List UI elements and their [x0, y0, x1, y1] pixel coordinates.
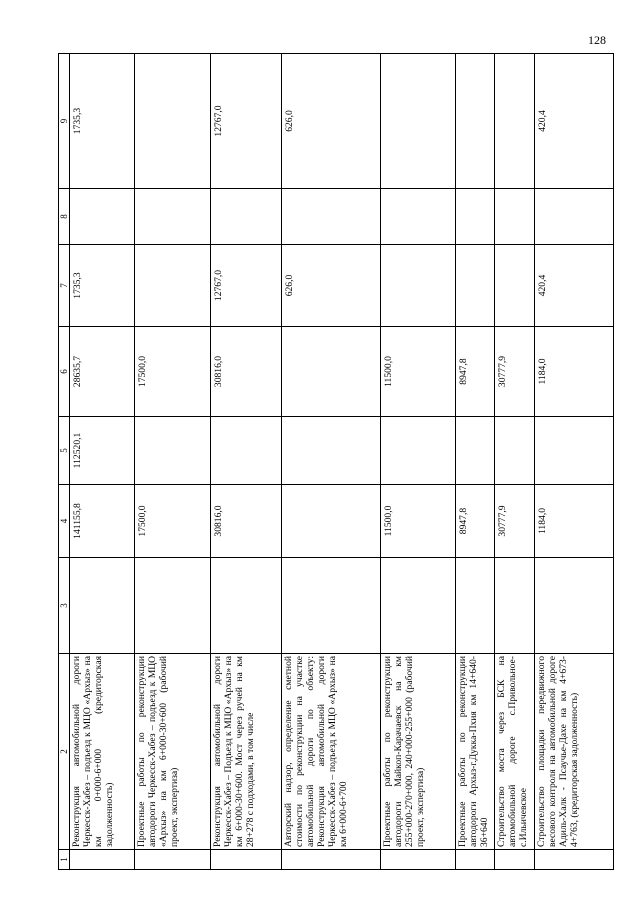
rotated-table-wrapper [58, 54, 614, 870]
table-row [381, 54, 456, 870]
table-row [456, 54, 495, 870]
cell-col5: 112520,1 [70, 417, 135, 485]
cell-description: Авторский надзор, определение сметной стоимости по реконструкции на участке автомобильной дороги по объекту: Реконструкция автомобильной дороги Черкесск-Хабез – подъезд к МЦО «Архыз» на км 6+000-6+700 [281, 654, 380, 850]
cell-col5 [134, 417, 210, 485]
cell-col7: 626,0 [281, 245, 380, 327]
cell-col3 [494, 558, 534, 654]
budget-table [58, 53, 614, 870]
cell-col6: 8947,8 [456, 327, 495, 417]
col-header-2: 2 [59, 654, 70, 850]
cell-col8 [134, 189, 210, 245]
cell-col4: 30777,9 [494, 485, 534, 558]
table-row [534, 54, 613, 870]
cell-col1 [70, 850, 135, 870]
cell-col9 [456, 54, 495, 189]
col-header-8: 8 [59, 189, 70, 245]
cell-col1 [381, 850, 456, 870]
col-header-7: 7 [59, 245, 70, 327]
table-row [281, 54, 380, 870]
col-header-6: 6 [59, 327, 70, 417]
cell-col4: 1184,0 [534, 485, 613, 558]
cell-col4: 11500,0 [381, 485, 456, 558]
cell-col3 [381, 558, 456, 654]
cell-description: Проектные работы по реконструкции автодороги Майкоп-Карачаевск на км 255+000-270+000, 240+000-255+000 (рабочий проект, экспертиза) [381, 654, 456, 850]
table-row [210, 54, 281, 870]
cell-col7 [456, 245, 495, 327]
table-row [134, 54, 210, 870]
col-header-9: 9 [59, 54, 70, 189]
cell-col9 [381, 54, 456, 189]
cell-col8 [210, 189, 281, 245]
col-header-1: 1 [59, 850, 70, 870]
cell-col4: 17500,0 [134, 485, 210, 558]
page-number: 128 [588, 33, 606, 47]
cell-col6: 30816,0 [210, 327, 281, 417]
cell-col8 [281, 189, 380, 245]
cell-col8 [494, 189, 534, 245]
table-row [70, 54, 135, 870]
cell-col7: 12767,0 [210, 245, 281, 327]
cell-col5 [534, 417, 613, 485]
cell-description: Реконструкция автомобильной дороги Черкесск-Хабез – подъезд к МЦО «Архыз» на км 0+000-6+000 (кредиторская задолженность) [70, 654, 135, 850]
cell-description: Строительство моста через БСК на автомобильной дороге с.Привольное-с.Ильичевское [494, 654, 534, 850]
cell-col3 [281, 558, 380, 654]
cell-col9: 626,0 [281, 54, 380, 189]
cell-col7 [134, 245, 210, 327]
cell-col6: 17500,0 [134, 327, 210, 417]
cell-col4: 8947,8 [456, 485, 495, 558]
cell-col5 [210, 417, 281, 485]
cell-col7 [381, 245, 456, 327]
cell-description: Проектные работы по реконструкции автодороги Архыз-г.Дукка-Пхия км 14+640-36+640 [456, 654, 495, 850]
cell-col8 [534, 189, 613, 245]
cell-col5 [381, 417, 456, 485]
cell-description: Реконструкция автомобильной дороги Черкесск-Хабез – Подъезд к МЦО «Архыз» на км 6+000-30+600. Мост через ручей на км 28+278 с подходами, в том числе [210, 654, 281, 850]
cell-col7: 1735,3 [70, 245, 135, 327]
cell-col1 [456, 850, 495, 870]
cell-col4 [281, 485, 380, 558]
cell-col9: 1735,3 [70, 54, 135, 189]
header-row [59, 54, 70, 870]
cell-col5 [281, 417, 380, 485]
cell-col5 [494, 417, 534, 485]
cell-col7 [494, 245, 534, 327]
cell-col8 [70, 189, 135, 245]
cell-col1 [134, 850, 210, 870]
cell-col5 [456, 417, 495, 485]
cell-col4: 141155,8 [70, 485, 135, 558]
cell-col1 [534, 850, 613, 870]
col-header-4: 4 [59, 485, 70, 558]
cell-col6: 11500,0 [381, 327, 456, 417]
cell-col7: 420,4 [534, 245, 613, 327]
cell-col9: 420,4 [534, 54, 613, 189]
cell-col9: 12767,0 [210, 54, 281, 189]
cell-col1 [494, 850, 534, 870]
table-row [494, 54, 534, 870]
cell-col9 [134, 54, 210, 189]
cell-col3 [534, 558, 613, 654]
cell-col6: 1184,0 [534, 327, 613, 417]
cell-col3 [134, 558, 210, 654]
cell-col3 [456, 558, 495, 654]
col-header-5: 5 [59, 417, 70, 485]
cell-col6: 28635,7 [70, 327, 135, 417]
cell-col3 [210, 558, 281, 654]
cell-description: Строительство площадки передвижного весового контроля на автомобильной дороге Адиль-Халк - Псаучье-Дахе на км 4+673-4+763, (кредиторская задолженность) [534, 654, 613, 850]
cell-col1 [281, 850, 380, 870]
col-header-3: 3 [59, 558, 70, 654]
cell-col6 [281, 327, 380, 417]
cell-col8 [381, 189, 456, 245]
cell-col6: 30777,9 [494, 327, 534, 417]
cell-col8 [456, 189, 495, 245]
cell-description: Проектные работы по реконструкции автодороги Черкесск-Хабез – подъезд к МЦО «Архыз» на км 6+000-30+600 (рабочий проект, экспертиза) [134, 654, 210, 850]
cell-col1 [210, 850, 281, 870]
cell-col4: 30816,0 [210, 485, 281, 558]
cell-col9 [494, 54, 534, 189]
cell-col3 [70, 558, 135, 654]
